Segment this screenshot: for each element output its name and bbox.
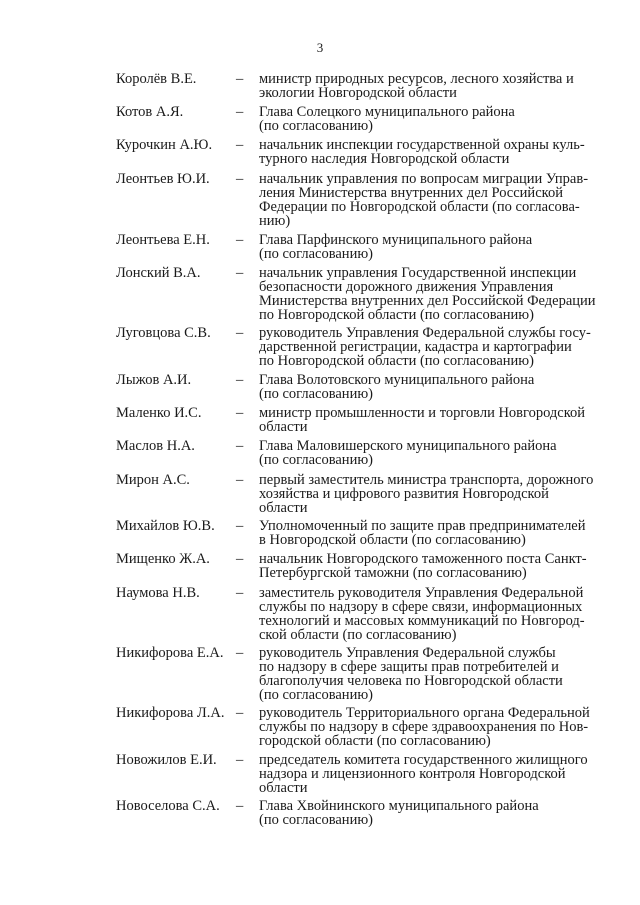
position-line: Глава Волотовского муниципального района	[259, 372, 535, 388]
member-position	[259, 105, 604, 133]
dash-separator: –	[236, 645, 244, 661]
position-line: по Новгородской области (по согласованию)	[259, 353, 534, 369]
member-name: Новоселова С.А.	[116, 798, 220, 814]
member-name: Михайлов Ю.В.	[116, 518, 215, 534]
member-position	[259, 233, 604, 261]
position-line: Глава Маловишерского муниципального района	[259, 438, 557, 454]
dash-separator: –	[236, 551, 244, 567]
dash-separator: –	[236, 265, 244, 281]
member-position	[259, 439, 604, 467]
member-name: Лонский В.А.	[116, 265, 201, 281]
member-position	[259, 586, 604, 642]
position-line: городской области (по согласованию)	[259, 733, 491, 749]
position-line: (по согласованию)	[259, 246, 373, 262]
member-position	[259, 646, 604, 702]
position-line: безопасности дорожного движения Управления	[259, 279, 554, 295]
dash-separator: –	[236, 472, 244, 488]
position-line: по надзору в сфере защиты прав потребителей и	[259, 659, 559, 675]
dash-separator: –	[236, 232, 244, 248]
dash-separator: –	[236, 104, 244, 120]
member-position	[259, 473, 604, 515]
position-line: области	[259, 419, 308, 435]
position-line: руководитель Управления Федеральной службы госу-	[259, 325, 591, 341]
position-line: (по согласованию)	[259, 452, 373, 468]
member-name: Никифорова Е.А.	[116, 645, 224, 661]
member-position	[259, 266, 604, 322]
position-line: надзора и лицензионного контроля Новгородской	[259, 766, 566, 782]
position-line: ления Министерства внутренних дел Российской	[259, 185, 563, 201]
member-position	[259, 753, 604, 795]
member-name: Наумова Н.В.	[116, 585, 200, 601]
position-line: благополучия человека по Новгородской области	[259, 673, 563, 689]
member-position	[259, 706, 604, 748]
position-line: начальник управления по вопросам миграции Управ-	[259, 171, 589, 187]
page-number: 3	[316, 40, 324, 55]
member-position	[259, 138, 604, 166]
position-line: Глава Солецкого муниципального района	[259, 104, 515, 120]
position-line: экологии Новгородской области	[259, 85, 457, 101]
member-position	[259, 172, 604, 228]
position-line: Министерства внутренних дел Российской Федерации	[259, 293, 596, 309]
position-line: (по согласованию)	[259, 812, 373, 828]
position-line: начальник управления Государственной инспекции	[259, 265, 577, 281]
member-name: Лыжов А.И.	[116, 372, 192, 388]
member-name: Курочкин А.Ю.	[116, 137, 213, 153]
dash-separator: –	[236, 438, 244, 454]
dash-separator: –	[236, 137, 244, 153]
member-name: Маленко И.С.	[116, 405, 202, 421]
member-position	[259, 72, 604, 100]
position-line: председатель комитета государственного жилищного	[259, 752, 588, 768]
position-line: нию)	[259, 213, 291, 229]
member-name: Луговцова С.В.	[116, 325, 211, 341]
position-line: Глава Парфинского муниципального района	[259, 232, 533, 248]
position-line: (по согласованию)	[259, 687, 373, 703]
dash-separator: –	[236, 71, 244, 87]
position-line: службы по надзору в сфере здравоохранения по Нов-	[259, 719, 589, 735]
position-line: Петербургской таможни (по согласованию)	[259, 565, 527, 581]
position-line: Уполномоченный по защите прав предпринимателей	[259, 518, 586, 534]
position-line: министр природных ресурсов, лесного хозяйства и	[259, 71, 574, 87]
member-name: Мищенко Ж.А.	[116, 551, 210, 567]
dash-separator: –	[236, 752, 244, 768]
dash-separator: –	[236, 798, 244, 814]
position-line: (по согласованию)	[259, 386, 373, 402]
member-position	[259, 373, 604, 401]
member-name: Леонтьева Е.Н.	[116, 232, 210, 248]
member-position	[259, 799, 604, 827]
member-position	[259, 406, 604, 434]
position-line: руководитель Управления Федеральной службы	[259, 645, 556, 661]
dash-separator: –	[236, 518, 244, 534]
member-name: Маслов Н.А.	[116, 438, 195, 454]
member-position	[259, 552, 604, 580]
position-line: области	[259, 500, 308, 516]
position-line: хозяйства и цифрового развития Новгородской	[259, 486, 549, 502]
member-name: Новожилов Е.И.	[116, 752, 217, 768]
member-position	[259, 326, 604, 368]
position-line: турного наследия Новгородской области	[259, 151, 510, 167]
position-line: начальник Новгородского таможенного поста Санкт-	[259, 551, 587, 567]
dash-separator: –	[236, 585, 244, 601]
position-line: по Новгородской области (по согласованию)	[259, 307, 534, 323]
member-name: Леонтьев Ю.И.	[116, 171, 210, 187]
position-line: Федерации по Новгородской области (по согласова-	[259, 199, 580, 215]
dash-separator: –	[236, 171, 244, 187]
position-line: Глава Хвойнинского муниципального района	[259, 798, 539, 814]
position-line: первый заместитель министра транспорта, дорожного	[259, 472, 594, 488]
position-line: области	[259, 780, 308, 796]
position-line: начальник инспекции государственной охраны куль-	[259, 137, 585, 153]
dash-separator: –	[236, 325, 244, 341]
dash-separator: –	[236, 372, 244, 388]
dash-separator: –	[236, 705, 244, 721]
member-name: Королёв В.Е.	[116, 71, 197, 87]
position-line: службы по надзору в сфере связи, информационных	[259, 599, 583, 615]
position-line: руководитель Территориального органа Федеральной	[259, 705, 590, 721]
member-name: Мирон А.С.	[116, 472, 190, 488]
position-line: заместитель руководителя Управления Федеральной	[259, 585, 584, 601]
dash-separator: –	[236, 405, 244, 421]
position-line: дарственной регистрации, кадастра и картографии	[259, 339, 572, 355]
position-line: технологий и массовых коммуникаций по Новгород-	[259, 613, 585, 629]
member-name: Котов А.Я.	[116, 104, 184, 120]
position-line: ской области (по согласованию)	[259, 627, 457, 643]
position-line: министр промышленности и торговли Новгородской	[259, 405, 586, 421]
member-name: Никифорова Л.А.	[116, 705, 225, 721]
member-position	[259, 519, 604, 547]
position-line: в Новгородской области (по согласованию)	[259, 532, 526, 548]
position-line: (по согласованию)	[259, 118, 373, 134]
